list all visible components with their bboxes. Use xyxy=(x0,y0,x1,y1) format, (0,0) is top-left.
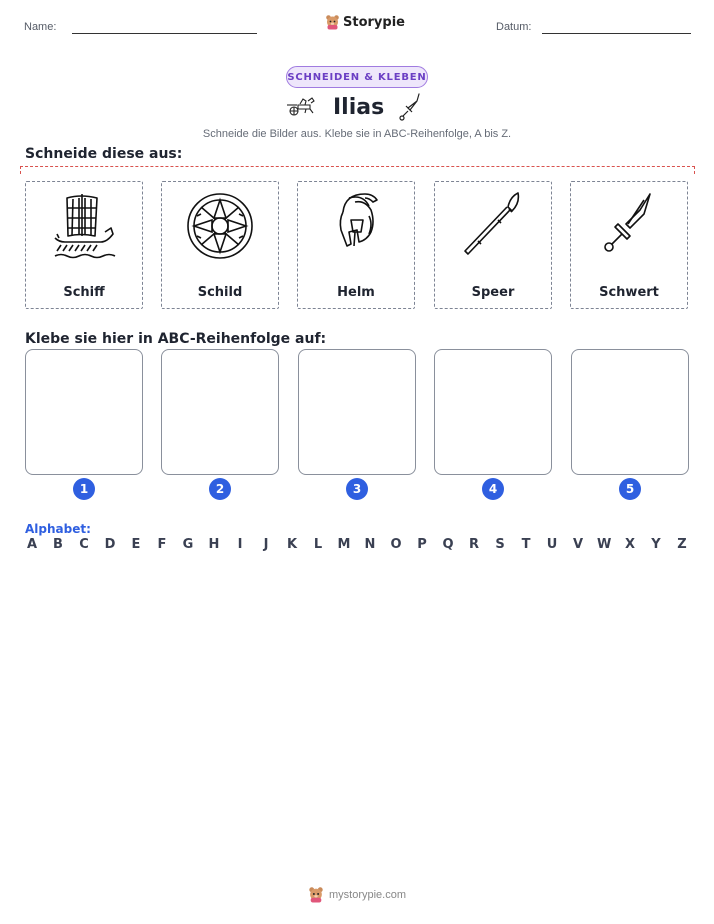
cut-card-helmet[interactable] xyxy=(297,181,415,309)
alphabet-letter: V xyxy=(572,537,584,552)
alphabet-letter: X xyxy=(624,537,636,552)
alphabet-letter: Y xyxy=(651,537,661,552)
slot-number-badge: 2 xyxy=(209,478,231,500)
alphabet-heading: Alphabet: xyxy=(25,522,91,536)
alphabet-letter: J xyxy=(263,537,269,552)
card-label: Helm xyxy=(337,285,375,300)
slot-number-badge: 4 xyxy=(482,478,504,500)
cut-card-sword[interactable] xyxy=(570,181,688,309)
alphabet-letter: G xyxy=(182,537,194,552)
paste-slot-5[interactable] xyxy=(571,349,689,475)
name-label: Name: xyxy=(24,21,57,33)
cut-line xyxy=(20,166,695,174)
alphabet-letter: F xyxy=(157,537,167,552)
instructions-text: Schneide die Bilder aus. Klebe sie in ABC-Reihenfolge, A bis Z. xyxy=(202,128,512,140)
spear-icon xyxy=(458,190,528,262)
storypie-logo xyxy=(325,14,405,30)
alphabet-letter: D xyxy=(104,537,116,552)
slot-number-badge: 5 xyxy=(619,478,641,500)
card-label: Schiff xyxy=(63,285,105,300)
alphabet-row xyxy=(25,537,689,552)
alphabet-letter: P xyxy=(417,537,427,552)
date-line[interactable] xyxy=(542,33,691,34)
slot-number-badge: 1 xyxy=(73,478,95,500)
card-label: Schild xyxy=(197,285,243,300)
helmet-icon xyxy=(321,190,391,262)
alphabet-letter: I xyxy=(237,537,243,552)
alphabet-letter: S xyxy=(495,537,505,552)
footer-link[interactable]: mystorypie.com xyxy=(328,888,407,901)
worksheet-title: Ilias xyxy=(333,95,385,120)
cut-section-heading: Schneide diese aus: xyxy=(25,146,183,162)
alphabet-letter: C xyxy=(79,537,89,552)
date-label: Datum: xyxy=(496,21,532,33)
ship-icon xyxy=(49,190,119,262)
bear-mascot-icon xyxy=(308,886,324,903)
card-label: Speer xyxy=(471,285,515,300)
sword-icon xyxy=(594,190,664,262)
alphabet-letter: O xyxy=(390,537,402,552)
bear-mascot-icon xyxy=(325,14,340,30)
paste-slot-4[interactable] xyxy=(434,349,552,475)
name-line[interactable] xyxy=(72,33,257,34)
card-label: Schwert xyxy=(599,285,659,300)
alphabet-letter: R xyxy=(468,537,479,552)
alphabet-letter: M xyxy=(337,537,351,552)
alphabet-letter: N xyxy=(364,537,376,552)
cut-card-shield[interactable] xyxy=(161,181,279,309)
alphabet-letter: Z xyxy=(677,537,687,552)
alphabet-letter: K xyxy=(286,537,298,552)
paste-slot-3[interactable] xyxy=(298,349,416,475)
footer xyxy=(0,886,714,903)
alphabet-letter: A xyxy=(26,537,38,552)
paste-section-heading: Klebe sie hier in ABC-Reihenfolge auf: xyxy=(25,331,327,347)
paste-slot-1[interactable] xyxy=(25,349,143,475)
cut-card-spear[interactable] xyxy=(434,181,552,309)
chariot-icon xyxy=(286,95,316,122)
alphabet-letter: U xyxy=(546,537,558,552)
alphabet-letter: Q xyxy=(442,537,454,552)
slot-number-badge: 3 xyxy=(346,478,368,500)
alphabet-letter: H xyxy=(208,537,220,552)
alphabet-letter: W xyxy=(597,537,612,552)
paste-slot-2[interactable] xyxy=(161,349,279,475)
activity-badge: SCHNEIDEN & KLEBEN xyxy=(286,66,428,88)
alphabet-letter: B xyxy=(53,537,63,552)
alphabet-letter: T xyxy=(521,537,531,552)
cut-card-ship[interactable] xyxy=(25,181,143,309)
logo-text: Storypie xyxy=(343,14,405,30)
shield-icon xyxy=(185,190,255,262)
alphabet-letter: E xyxy=(131,537,141,552)
sword-icon xyxy=(398,92,424,127)
alphabet-letter: L xyxy=(313,537,323,552)
